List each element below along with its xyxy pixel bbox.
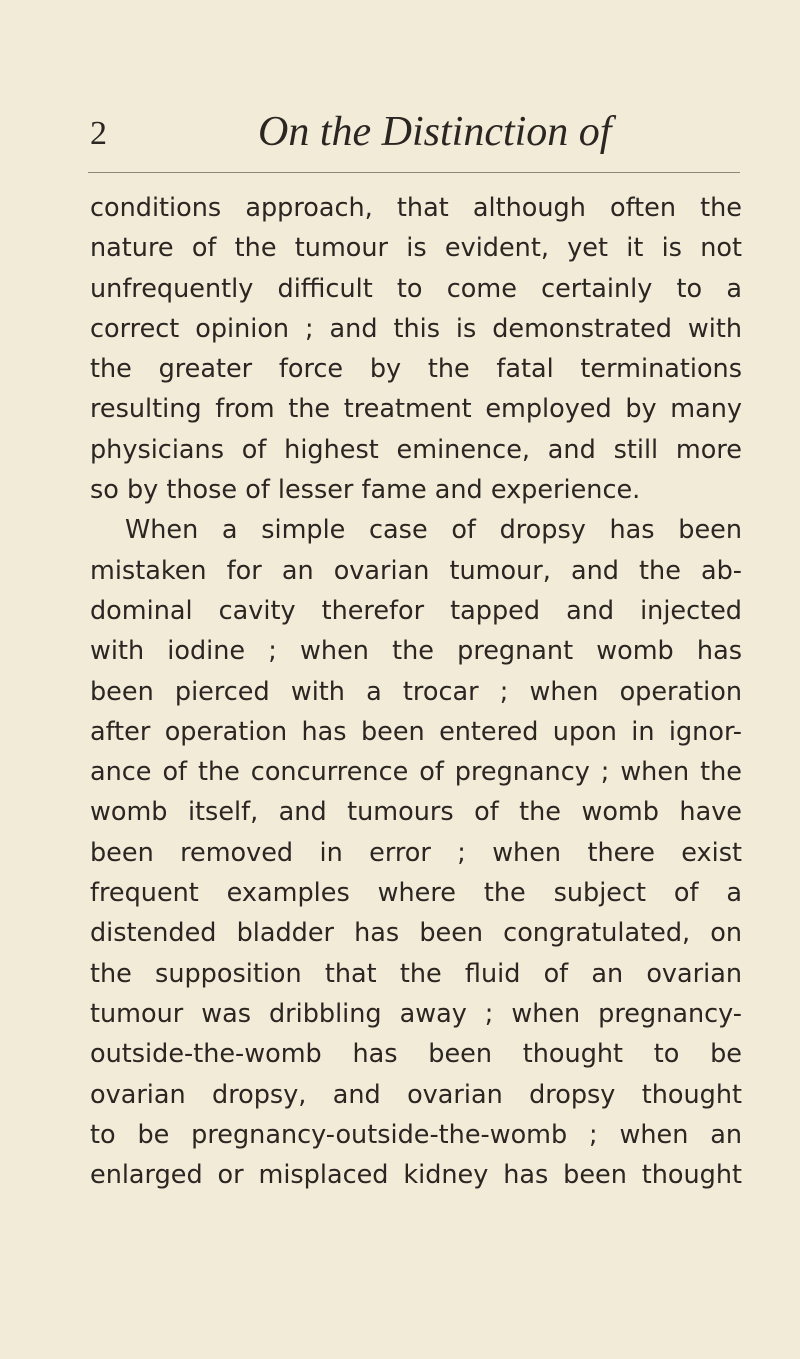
- text-line: been pierced with a trocar ; when operation: [90, 676, 742, 707]
- text-line: tumour was dribbling away ; when pregnancy-: [90, 998, 742, 1029]
- text-line: ovarian dropsy, and ovarian dropsy thought: [90, 1079, 742, 1110]
- text-line: distended bladder has been congratulated, on: [90, 918, 742, 949]
- text-line: conditions approach, that although often the: [90, 193, 742, 223]
- text-line: the supposition that the fluid of an ovarian: [90, 958, 742, 989]
- text-line: frequent examples where the subject of a: [90, 878, 742, 909]
- body-text: [90, 188, 742, 1195]
- text-line: unfrequently difficult to come certainly to a: [90, 273, 742, 304]
- running-head: On the Distinction of: [258, 109, 612, 155]
- page-header: [90, 108, 740, 158]
- text-line: ance of the concurrence of pregnancy ; when the: [90, 757, 742, 788]
- text-line: with iodine ; when the pregnant womb has: [90, 636, 742, 667]
- text-line: enlarged or misplaced kidney has been thought: [90, 1160, 742, 1191]
- text-line: been removed in error ; when there exist: [90, 837, 742, 868]
- text-line: When a simple case of dropsy has been: [125, 515, 742, 546]
- text-line: physicians of highest eminence, and still more: [90, 434, 742, 465]
- text-line: dominal cavity therefor tapped and injected: [90, 595, 742, 626]
- text-line: mistaken for an ovarian tumour, and the ab-: [90, 555, 742, 586]
- text-line: the greater force by the fatal terminations: [90, 354, 742, 385]
- page-number: 2: [90, 115, 107, 152]
- text-line: so by those of lesser fame and experience.: [90, 475, 641, 506]
- text-line: to be pregnancy-outside-the-womb ; when an: [90, 1119, 742, 1150]
- text-line: outside-the-womb has been thought to be: [90, 1039, 742, 1070]
- text-line: after operation has been entered upon in ignor-: [90, 716, 742, 747]
- text-line: nature of the tumour is evident, yet it is not: [90, 233, 742, 264]
- header-rule: [88, 172, 740, 173]
- text-line: correct opinion ; and this is demonstrated with: [90, 313, 742, 344]
- text-line: womb itself, and tumours of the womb have: [90, 797, 742, 828]
- text-line: resulting from the treatment employed by many: [90, 394, 742, 425]
